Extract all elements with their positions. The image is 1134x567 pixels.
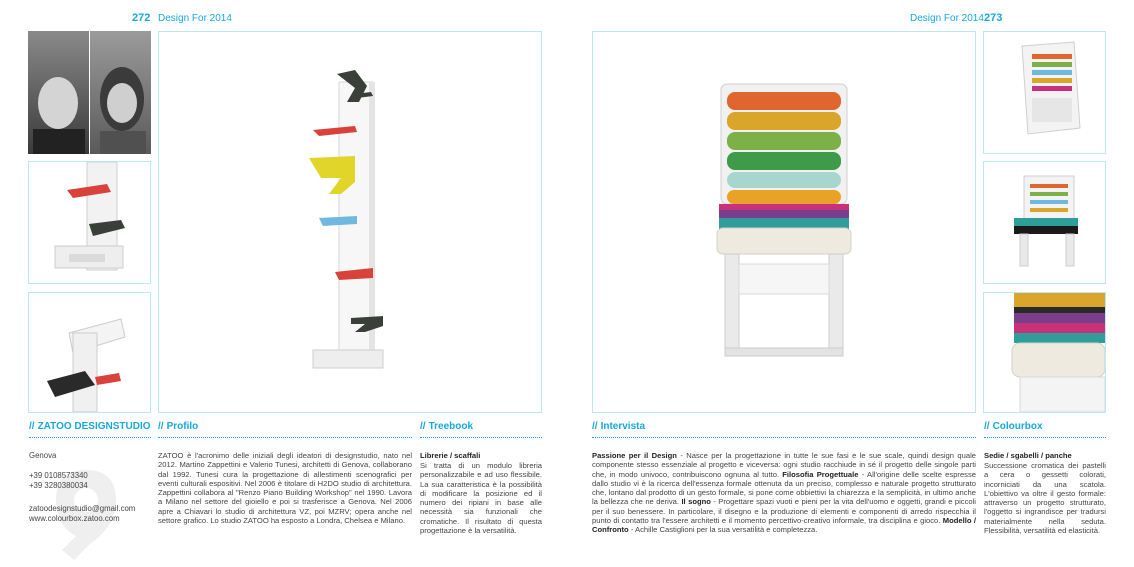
colourbox-subtitle: Sedie / sgabelli / panche bbox=[984, 451, 1072, 460]
treebook-subtitle: Librerie / scaffali bbox=[420, 451, 481, 460]
colourbox-main-photo bbox=[592, 31, 976, 413]
colourbox-text: Successione cromatica dei pastelli a cera o gessetti colorati, incorniciati da una scatola. L'obiettivo va oltre il gesto formale: attraverso un progetto strutturato, l'oggetto si ingrandisce per tradursi materialmente nella seduta. Flessibilità, versatilità ed elasticità. bbox=[984, 461, 1106, 536]
left-page-header: Design For 2014 bbox=[158, 13, 232, 24]
studio-website[interactable]: www.colourbox.zatoo.com bbox=[29, 514, 120, 523]
treebook-divider bbox=[420, 437, 542, 438]
interview-divider bbox=[592, 437, 976, 438]
treebook-main-photo bbox=[158, 31, 542, 413]
treebook-detail-photo-2 bbox=[28, 292, 151, 413]
colourbox-section-header: // Colourbox bbox=[984, 421, 1043, 432]
studio-divider bbox=[29, 437, 151, 438]
profile-text: ZATOO è l'acronimo delle iniziali degli ideatori di designstudio, nato nel 2012. Martino Zappettini e Valerio Tunesi, architetti di Genova, collaborano dal 1992. Tunesi cura la progettazione di allestimenti scenografici per eventi culturali espositivi. Nel 2006 è titolare di H2DO studio di architettura. Zappettini collabora al "Renzo Piano Building Workshop" nel 1990. Lavora a Milano nel settore del gioiello e poi si trasferisce a Genova. Nel 2006 apre a Chiavari lo studio di architettura VZ, poi MZRV; opera anche nel settore grafico. Lo studio ZATOO ha esposto a Londra, Chelsea e Milano. bbox=[158, 451, 412, 526]
portrait-photo bbox=[28, 31, 151, 154]
studio-section-header: // ZATOO DESIGNSTUDIO bbox=[29, 421, 151, 432]
interview-section-header: // Intervista bbox=[592, 421, 646, 432]
colourbox-detail-photo-1 bbox=[983, 31, 1106, 154]
studio-email[interactable]: zatoodesignstudio@gmail.com bbox=[29, 504, 136, 513]
interview-label-model: Modello / Confronto bbox=[592, 516, 977, 535]
treebook-section-header: // Treebook bbox=[420, 421, 474, 432]
left-page-number: 272 bbox=[132, 12, 151, 24]
colourbox-detail-photo-2 bbox=[983, 161, 1106, 284]
interview-label-passion: Passione per il Design bbox=[592, 451, 677, 460]
studio-phone-1: +39 0108573340 bbox=[29, 471, 88, 480]
colourbox-detail-photo-3 bbox=[983, 292, 1106, 413]
studio-phone-2: +39 3280380034 bbox=[29, 481, 88, 490]
treebook-text: Si tratta di un modulo libreria personalizzabile e ad uso flessibile. La sua caratteristica è la possibilità di modificare la posizione ed il numero dei ripiani in base alle necessità sia funzionali che cromatiche. Il risultato di questa progettazione è la versatilità. bbox=[420, 461, 542, 536]
colourbox-divider bbox=[984, 437, 1106, 438]
treebook-detail-photo-1 bbox=[28, 161, 151, 284]
right-page-number: 273 bbox=[984, 12, 1003, 24]
interview-label-dream: Il sogno bbox=[681, 497, 711, 507]
profile-divider bbox=[158, 437, 412, 438]
studio-city: Genova bbox=[29, 451, 57, 460]
profile-section-header: // Profilo bbox=[158, 421, 199, 432]
right-page-header: Design For 2014 bbox=[910, 13, 984, 24]
interview-label-philosophy: Filosofia Progettuale bbox=[782, 469, 859, 479]
interview-text: Passione per il Design - Nasce per la progettazione in tutte le sue fasi e le sue scale, quindi design quale componente stesso essenziale al progetto e viceversa: ogni studio racchiude in sé il progetto delle singole parti che, in modo univoco, contribuiscono ognuna al tutto. Filosofia Progettuale - All'origine delle scelte espresse dallo studio vi è la ricerca dell'essenza formale ottenuta da un preciso, complesso e naturale progetto strutturato che, lontano dal prodotto di un gesto formale, si pone come obbiettivi la chiarezza e la semplicità, in ultimo anche la bellezza che ne deriva. Il sogno - Progettare spazi vuoti e pieni per la vita dell'uomo e oggetti, grandi e piccoli per il suo benessere. In particolare, il disegno e la produzione di elementi e componenti di arredo rispecchia il punto di contatto tra l'essere architetti e il momento percettivo-creativo informale, tra disciplina e gioco. Modello / Confronto - Achille Castiglioni per la sua versatilità e completezza. bbox=[592, 451, 977, 535]
